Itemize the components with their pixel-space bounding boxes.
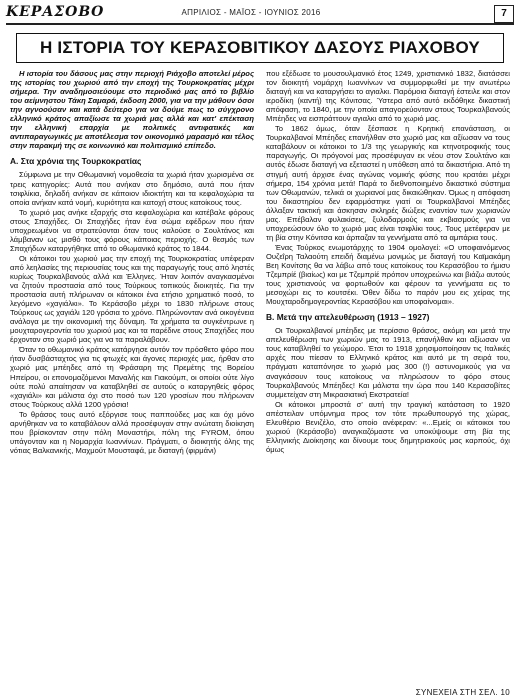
article-title-box (16, 33, 504, 63)
article-paragraph: Όταν το οθωμανικό κράτος κατάργησε αυτόν τον πρόσθετο φόρο που ήταν δυσβάσταχτος για τις φτωχές και άγονες περιοχές μας, ήρθαν στο χωριό μας μπέηδες από τη Φράσαρη της Πρεμέτης της Βορείου Ηπείρου, οι επονομαζόμενοι Μαναλής και Γιακούμπ, οι οποίοι ούτε λίγο ούτε πολύ απαίτησαν να καταβληθεί σε αυτούς ο καταργηθείς φόρος «χαγιάλι» και μάλιστα όχι στο ποσό των 120 γροσίων που πλήρωναν στους Τούρκους αλλά 1200 γρόσια! (10, 345, 254, 409)
article-paragraph: Το χωριό μας ανήκε εξαρχής στα κεφαλοχώρια και κατέβαλε φόρους στους Σπαχήδες. Οι Σπαχήδες ήταν ένα σώμα εφέδρων που ήταν υποχρεωμένοι να στρατεύονται όταν τους καλούσε ο Σουλτάνος και λάμβαναν ως μισθό τους φόρους κάποιας περιοχής. Ο θεσμός των Σπαχήδων καταργήθηκε από το οθωμανικό κράτος το 1844. (10, 207, 254, 253)
left-column (10, 69, 254, 456)
article-paragraph: Οι κάτοικοι μπροστά σ' αυτή την τραγική κατάσταση το 1920 απέστειλαν υπόμνημα προς τον τότε πρωθυπουργό της χώρας, Ελευθέριο Βενιζέλο, στο οποίο ανέφεραν: «...Εμείς οι κάτοικοι του χωριού (Κεράσοβο) αναγκαζόμαστε να υποκύψουμε στη βία της Ελληνικής Διοίκησης και δίνουμε τους δημητριακούς μας καρπούς, όχι όμως (266, 399, 510, 454)
continued-note: ΣΥΝΕΧΕΙΑ ΣΤΗ ΣΕΛ. 10 (415, 688, 510, 697)
article-paragraph: Ένας Τούρκος ενωμοτάρχης το 1904 ομολογεί: «Ο υποφαινόμενος Ουζεΐρη Ταλαούτη επειδή διαμένω μονιμώς με διαταγή του Καϊμακάμη Βεη Κονίτσης θα να λάβω από τους κατοίκους του Κερασόβου το ήμισυ Τζεμπρίέ (βιαίως) και με Τζεμπρίέ πρόπον υποχρεώνω και βιάζω αυτούς τους χριστιανούς να φορτωθούν και φέρουν τα γεννήματα εις το μεσοχώρι εις το κουτσέκι. Όθεν δίδω το παρόν μου εις χείρας της Μουχταροδημογεροντίας Κερασόβου και υποφαίνομαι». (266, 242, 510, 307)
right-column (266, 69, 510, 455)
article-paragraph: Το 1862 όμως, όταν ξέσπασε η Κρητική επανάσταση, οι Τουρκαλβανοί Μπέηδες επανήλθαν στο χωριό μας και αξίωσαν να τους καταβάλουν οι κάτοικοι το 1/3 της γεωργικής και κτηνοτροφικής τους παραγωγής. Οι πρόγονοί μας προσέφυγαν εκ νέου στον Σουλτάνο και αυτός έδωσε διαταγή να εξεταστεί η υπόθεση από τα δικαστήρια. Από τη στιγμή αυτή άρχισε ένας αγώνας νομικής φύσης που κρατάει μέχρι σήμερα, 154 χρόνια μετά! Παρά το διεθνοποιημένο δικαστικό σύστημα των Οθωμανών, τελικά οι χωριανοί μας δικαιώθηκαν. Όμως η απόφαση του δικαστηρίου δεν εφαρμόστηκε γιατί οι Τουρκαλβανοί Μπέηδες άλλαξαν τακτική και άσκησαν σκληρές διώξεις εναντίον των χωριανών μας. Επέβαλαν φυλακίσεις, ξυλοδαρμούς και εκβιασμούς για να υποχρεώσουν όλο το χωριό μας είναι τσιφλίκι τους. Τους μετέφεραν με τη βία στην Κόνιτσα και άρπαζαν τα γεννήματα από τα αμπάρια τους. (266, 124, 510, 242)
issue-date: ΑΠΡΙΛΙΟΣ - ΜΑΪΟΣ - ΙΟΥΝΙΟΣ 2016 (181, 8, 321, 17)
section-a-heading: Α. Στα χρόνια της Τουρκοκρατίας (10, 156, 142, 167)
magazine-logo: ΚΕΡΑΣΟΒΟ (6, 4, 105, 20)
article-paragraph: Οι κάτοικοι του χωριού μας την εποχή της Τουρκοκρατίας υπέφεραν από λεηλασίες της περιουσίας τους και της παραγωγής τους από ληστές κυρίως Τουρκαλβανούς αλλά και Έλληνες. Ήταν λοιπόν αναγκασμένοι να ζητούν προστασία από τους Τούρκους τοπικούς διοικητές. Για την προστασία αυτή πλήρωναν οι κάτοικοι ένα ετήσιο χρηματικό ποσό, το λεγόμενο «χαγιάλκι». Το Κεράσοβο μέχρι το 1830 πλήρωνε στους Τούρκους ως χαγιάλι 120 γρόσια το χρόνο. Πληρώνονταν ανά οικογένεια ανάλογα με την οικονομική της δύναμη. Τα χρήματα τα συγκέντρωνε η μουχταρογεροντία του χωριού μας και τα παρέδινε στους Σπαχήδες που έρχονταν στο χωριό μας για να τα παραλάβουν. (10, 253, 254, 345)
page-number: 7 (494, 5, 514, 23)
article-title: Η ΙΣΤΟΡΙΑ ΤΟΥ ΚΕΡΑΣΟΒΙΤΙΚΟΥ ΔΑΣΟΥΣ ΡΙΑΧΟΒΟΥ (40, 38, 480, 57)
masthead (6, 4, 514, 24)
article-paragraph: Οι Τουρκαλβανοί μπέηδες με περίσσιο θράσος, ακόμη και μετά την απελευθέρωση των χωριών μας το 1913, επανήλθαν και αξίωσαν να τους καταβληθεί το γεώμορο. Έτσι το 1918 χρησιμοποίησαν τις Ιταλικές αρχές που πίεσαν το Ελληνικό κράτος και αυτό με τη σειρά του, πράγματι καταπόνησε το χωριό μας 300 (!) αστυνομικούς για να αναγκάσουν τους κατοίκους να πληρώσουν το φόρο στους Τουρκαλβανούς Μπέηδες! Και μάλιστα την ώρα που 140 Κερασοβίτες συμμετείχαν στη Μικρασιατική Εκστρατεία! (266, 326, 510, 399)
article-paragraph: Το θράσος τους αυτό εξόργισε τους παππούδες μας και όχι μόνο αρνήθηκαν να το καταβάλουν αλλά προσέφυγαν στην ανώτατη διοίκηση που βρίσκονταν στην πόλη Μοναστήρι, πόλη της FYROM, όπου υπάγονταν και η Νομαρχία Ιωαννίνων. Πράγματι, ο διοικητής όλης της νότιας Βαλκανικής, Μαχμούτ Μουσταφά, με διαταγή (φιρμάνι) (10, 409, 254, 455)
article-intro: Η ιστορία του δάσους μας στην περιοχή Ριάχοβο αποτελεί μέρος της ιστορίας του χωριού από την εποχή της Τουρκοκρατίας μέχρι σήμερα. Την αναδημοσιεύουμε στο περιοδικό μας από το βιβλίο του αείμνηστου Τάκη Σαμαρά, έκδοση 2000, για να την μάθουν όσοι την αγνοούσαν και κατά δεύτερο για να δούμε πως το σύγχρονο ελληνικό κράτος απαξίωσε τα χωριά μας αλλά και κατ' επέκταση την ελληνική επαρχία με πολιτικές αντιφατικές και αντιπαραγωγικές με αποτέλεσμα τον οικονομικό μαρασμό και τέλος στην παρακμή της σε κοινωνικό και πολιτισμικό επίπεδο. (10, 69, 254, 151)
header-divider (6, 23, 514, 25)
section-b-heading: Β. Μετά την απελευθέρωση (1913 – 1927) (266, 312, 430, 323)
article-paragraph: που εξέδωσε το μουσουλμανικό έτος 1249, χριστιανικό 1832, διατάσσει τον διοικητή νομάρχη Ιωαννίνων να συμμορφωθεί με την ανωτέρω διαταγή και να καταργήσει το αγιαλκι. Παρόμοια διαταγή έστειλε και στον ιεροδίκη (καντή) της Κόνιτσας. Ύστερα από αυτό εκδόθηκε δικαστική απόφαση, το 1840, με την οποία απαγορεύονταν στους Τουρκαλβανούς Μπέηδες να εισπράττουν αγιαλκι από το χωριό μας. (266, 69, 510, 124)
article-paragraph: Σύμφωνα με την Οθωμανική νομοθεσία τα χωριά ήταν χωρισμένα σε τρεις κατηγορίες: Αυτά που ανήκαν στο δημόσιο, αυτά που ήταν τσιφλίκια, δηλαδή ανήκαν σε κάποιον ιδιοκτήτη και τα κεφαλοχώρια τα οποία ανήκαν κατά νομή, κυριότητα και κατοχή στους κατοίκους τους. (10, 170, 254, 207)
